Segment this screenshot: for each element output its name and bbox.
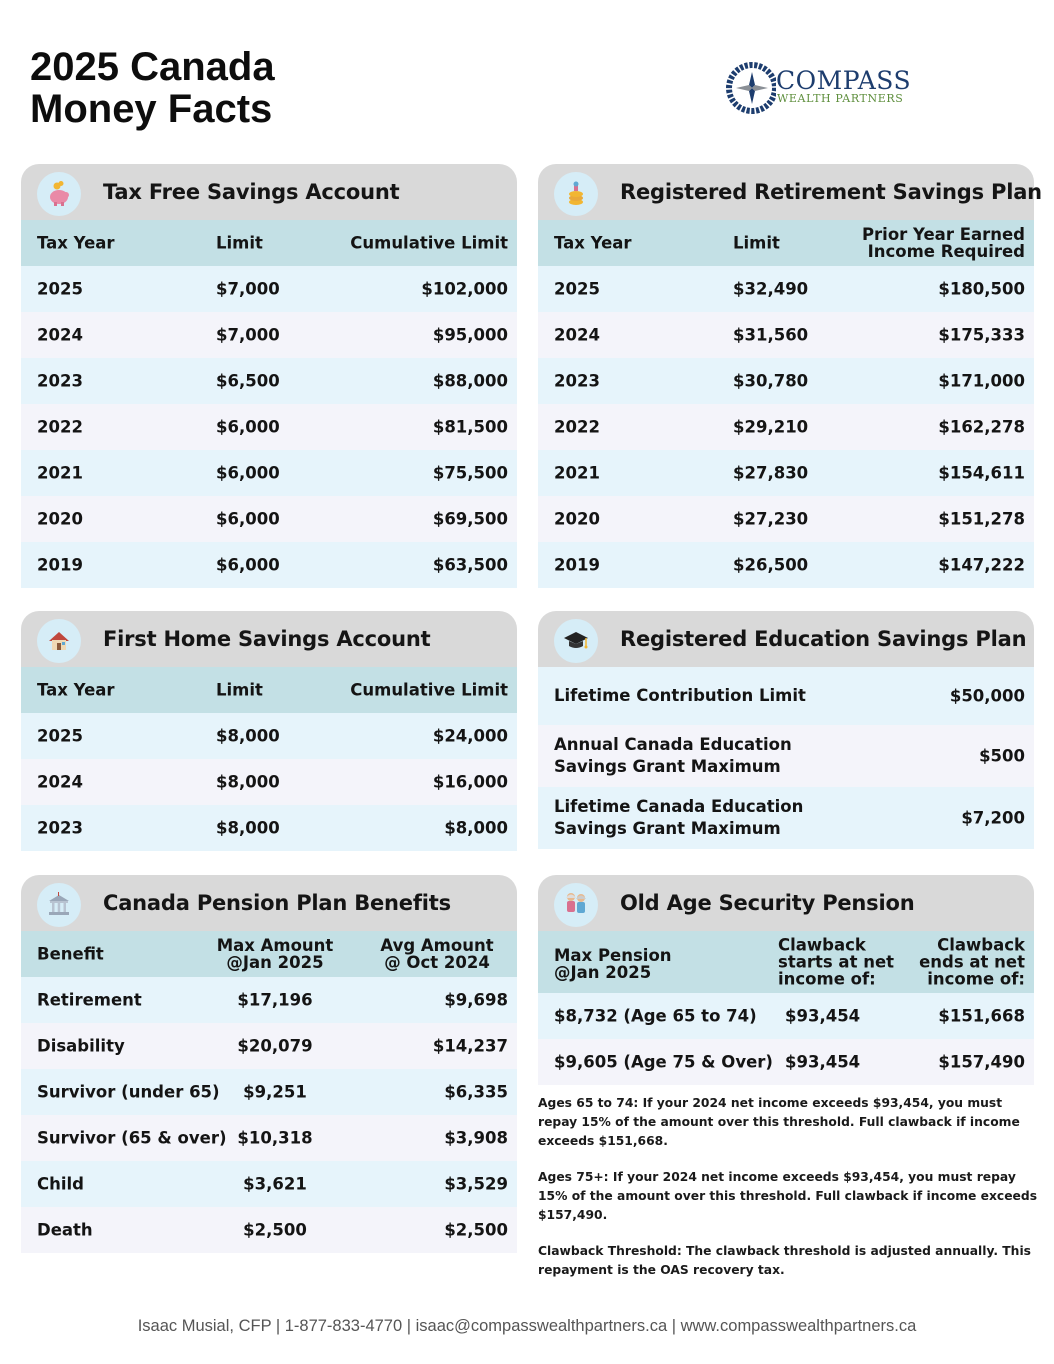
page-title-line-1: 2025 Canada [30,45,275,89]
footer-contact: Isaac Musial, CFP | 1-877-833-4770 | isaac@compasswealthpartners.ca | www.compasswealthpartners.ca [137,1317,917,1335]
amount-cell: $95,000 [432,325,508,345]
limit-cell: $6,000 [216,509,280,529]
resp-header [538,611,1034,667]
resp-value: $500 [979,746,1025,766]
fhsa-card [21,611,517,851]
amount-cell: $88,000 [432,371,508,391]
column-header-line-2: starts at net [778,952,895,972]
page-title-line-2: Money Facts [30,87,273,131]
resp-value: $7,200 [961,808,1025,828]
amount-cell: $175,333 [938,325,1025,345]
oas-column-header [538,931,1034,993]
column-header-clawback-ends [919,937,1025,988]
table-row [21,1207,517,1253]
tax-year-cell: 2022 [554,417,600,437]
table-row [21,713,517,759]
limit-cell: $32,490 [733,279,809,299]
oas-header [538,875,1034,931]
column-header-limit: Limit [216,233,263,253]
amount-cell: $63,500 [432,555,508,575]
amount-cell: $16,000 [432,772,508,792]
max-amount-cell: $17,196 [237,990,313,1010]
tax-year-cell: 2022 [37,417,83,437]
table-row [21,805,517,851]
column-header-line-1: Avg Amount [380,936,494,955]
table-row [21,759,517,805]
resp-label [554,685,806,707]
max-amount-cell: $10,318 [237,1128,313,1148]
clawback-start-cell: $93,454 [785,1052,861,1072]
compass-icon [726,58,776,118]
resp-label [554,796,803,840]
fhsa-table-body [21,713,517,851]
column-header-line-2: ends at net [919,952,1025,972]
amount-cell: $81,500 [432,417,508,437]
tax-year-cell: 2019 [554,555,600,575]
limit-cell: $8,000 [216,818,280,838]
fhsa-header [21,611,517,667]
avg-amount-cell: $3,908 [444,1128,508,1148]
table-row [21,266,517,312]
max-pension-cell: $8,732 (Age 65 to 74) [554,1006,757,1026]
limit-cell: $6,000 [216,555,280,575]
limit-cell: $6,000 [216,463,280,483]
resp-label-line-2: Savings Grant Maximum [554,757,781,776]
clawback-end-cell: $151,668 [938,1006,1025,1026]
resp-label-line-1: Annual Canada Education [554,735,792,754]
table-row [21,1115,517,1161]
cpp-header [21,875,517,931]
oas-note-1: Ages 65 to 74: If your 2024 net income exceeds $93,454, you must repay 15% of the amount over this threshold. Full clawback if income exceeds $151,668. [538,1096,1020,1148]
avg-amount-cell: $14,237 [432,1036,508,1056]
table-row [21,1069,517,1115]
amount-cell: $180,500 [938,279,1025,299]
amount-cell: $75,500 [432,463,508,483]
column-header-line-1: Prior Year Earned [861,225,1025,244]
logo-brand-text: COMPASS [776,66,912,95]
column-header-max-pension [554,947,672,981]
table-row [21,1023,517,1069]
avg-amount-cell: $9,698 [444,990,508,1010]
table-row [538,993,1034,1039]
benefit-cell: Retirement [37,990,142,1010]
tax-year-cell: 2020 [554,509,600,529]
stacked-coins-icon [554,172,598,216]
column-header-income-required [862,226,1025,260]
cpp-table-body [21,977,517,1253]
oas-card [538,875,1034,1085]
table-row [538,266,1034,312]
limit-cell: $8,000 [216,772,280,792]
column-header-clawback-starts [778,937,894,988]
tfsa-card [21,164,517,588]
piggy-bank-icon [37,172,81,216]
tax-year-cell: 2024 [37,772,83,792]
max-amount-cell: $9,251 [243,1082,307,1102]
column-header-line-1: Max Pension [554,946,672,966]
resp-label-line-1: Lifetime Canada Education [554,797,804,816]
amount-cell: $171,000 [938,371,1025,391]
oas-table-body [538,993,1034,1085]
table-row [538,404,1034,450]
tax-year-cell: 2025 [37,726,83,746]
limit-cell: $31,560 [733,325,809,345]
limit-cell: $26,500 [733,555,809,575]
column-header-line-2: Income Required [867,242,1025,261]
resp-value: $50,000 [949,686,1025,706]
tax-year-cell: 2023 [37,818,83,838]
oas-title: Old Age Security Pension [620,891,915,915]
resp-label [554,734,792,778]
rrsp-table-body [538,266,1034,588]
column-header-line-3: income of: [927,969,1025,989]
table-row [21,358,517,404]
table-row [538,312,1034,358]
column-header-line-2: @Jan 2025 [226,953,324,972]
resp-table-body [538,667,1034,849]
table-row [538,358,1034,404]
column-header-benefit: Benefit [37,944,104,964]
table-row [21,404,517,450]
max-pension-cell: $9,605 (Age 75 & Over) [554,1052,773,1072]
tax-year-cell: 2019 [37,555,83,575]
oas-notes [538,1094,1038,1297]
column-header-cumulative-limit: Cumulative Limit [350,680,508,700]
tax-year-cell: 2023 [554,371,600,391]
limit-cell: $30,780 [733,371,809,391]
oas-note-2: Ages 75+: If your 2024 net income exceeds $93,454, you must repay 15% of the amount over this threshold. Full clawback if income exceeds $157,490. [538,1170,1038,1222]
table-row [538,667,1034,725]
limit-cell: $27,830 [733,463,809,483]
avg-amount-cell: $3,529 [444,1174,508,1194]
amount-cell: $162,278 [938,417,1025,437]
table-row [21,450,517,496]
column-header-tax-year: Tax Year [37,680,115,700]
table-row [538,542,1034,588]
logo-subtitle-text: WEALTH PARTNERS [777,92,904,105]
column-header-line-3: income of: [778,969,876,989]
table-row [538,787,1034,849]
column-header-tax-year: Tax Year [554,233,632,253]
cpp-column-header [21,931,517,977]
graduation-cap-icon [554,619,598,663]
table-row [21,1161,517,1207]
clawback-start-cell: $93,454 [785,1006,861,1026]
limit-cell: $7,000 [216,279,280,299]
limit-cell: $27,230 [733,509,809,529]
table-row [538,1039,1034,1085]
company-logo [726,58,912,118]
limit-cell: $29,210 [733,417,809,437]
benefit-cell: Child [37,1174,84,1194]
table-row [538,725,1034,787]
table-row [21,977,517,1023]
limit-cell: $8,000 [216,726,280,746]
benefit-cell: Death [37,1220,93,1240]
table-row [538,450,1034,496]
government-building-icon [37,883,81,927]
table-row [21,542,517,588]
tax-year-cell: 2024 [554,325,600,345]
tfsa-column-header [21,220,517,266]
benefit-cell: Disability [37,1036,125,1056]
amount-cell: $8,000 [444,818,508,838]
avg-amount-cell: $2,500 [444,1220,508,1240]
seniors-icon [554,883,598,927]
column-header-line-1: Clawback [937,935,1025,955]
table-row [21,496,517,542]
rrsp-header [538,164,1042,220]
column-header-avg-amount [377,937,497,971]
column-header-line-2: @ Oct 2024 [384,953,490,972]
resp-card [538,611,1034,849]
amount-cell: $154,611 [938,463,1025,483]
table-row [21,312,517,358]
tax-year-cell: 2021 [554,463,600,483]
clawback-end-cell: $157,490 [938,1052,1025,1072]
rrsp-column-header [538,220,1034,266]
cpp-card [21,875,517,1253]
tax-year-cell: 2023 [37,371,83,391]
limit-cell: $6,000 [216,417,280,437]
column-header-limit: Limit [733,233,780,253]
max-amount-cell: $2,500 [243,1220,307,1240]
tax-year-cell: 2020 [37,509,83,529]
amount-cell: $69,500 [432,509,508,529]
avg-amount-cell: $6,335 [444,1082,508,1102]
tfsa-title: Tax Free Savings Account [103,180,400,204]
table-row [538,496,1034,542]
max-amount-cell: $3,621 [243,1174,307,1194]
column-header-limit: Limit [216,680,263,700]
tax-year-cell: 2024 [37,325,83,345]
tfsa-header [21,164,517,220]
resp-label-line-1: Lifetime Contribution Limit [554,686,806,705]
limit-cell: $6,500 [216,371,280,391]
column-header-line-2: @Jan 2025 [554,963,652,983]
benefit-cell: Survivor (under 65) [37,1082,220,1102]
amount-cell: $151,278 [938,509,1025,529]
amount-cell: $102,000 [421,279,508,299]
column-header-max-amount [215,937,335,971]
tax-year-cell: 2025 [37,279,83,299]
amount-cell: $24,000 [432,726,508,746]
column-header-line-1: Max Amount [216,936,334,955]
rrsp-title: Registered Retirement Savings Plan [620,180,1042,204]
column-header-tax-year: Tax Year [37,233,115,253]
amount-cell: $147,222 [938,555,1025,575]
resp-title: Registered Education Savings Plan [620,627,1027,651]
fhsa-column-header [21,667,517,713]
limit-cell: $7,000 [216,325,280,345]
tax-year-cell: 2025 [554,279,600,299]
tfsa-table-body [21,266,517,588]
column-header-cumulative-limit: Cumulative Limit [350,233,508,253]
max-amount-cell: $20,079 [237,1036,313,1056]
rrsp-card [538,164,1042,588]
house-icon [37,619,81,663]
fhsa-title: First Home Savings Account [103,627,431,651]
page-title [30,46,275,130]
cpp-title: Canada Pension Plan Benefits [103,891,451,915]
oas-note-3: Clawback Threshold: The clawback threshold is adjusted annually. This repayment is the OAS recovery tax. [538,1244,1031,1277]
resp-label-line-2: Savings Grant Maximum [554,819,781,838]
benefit-cell: Survivor (65 & over) [37,1128,227,1148]
column-header-line-1: Clawback [778,935,866,955]
tax-year-cell: 2021 [37,463,83,483]
